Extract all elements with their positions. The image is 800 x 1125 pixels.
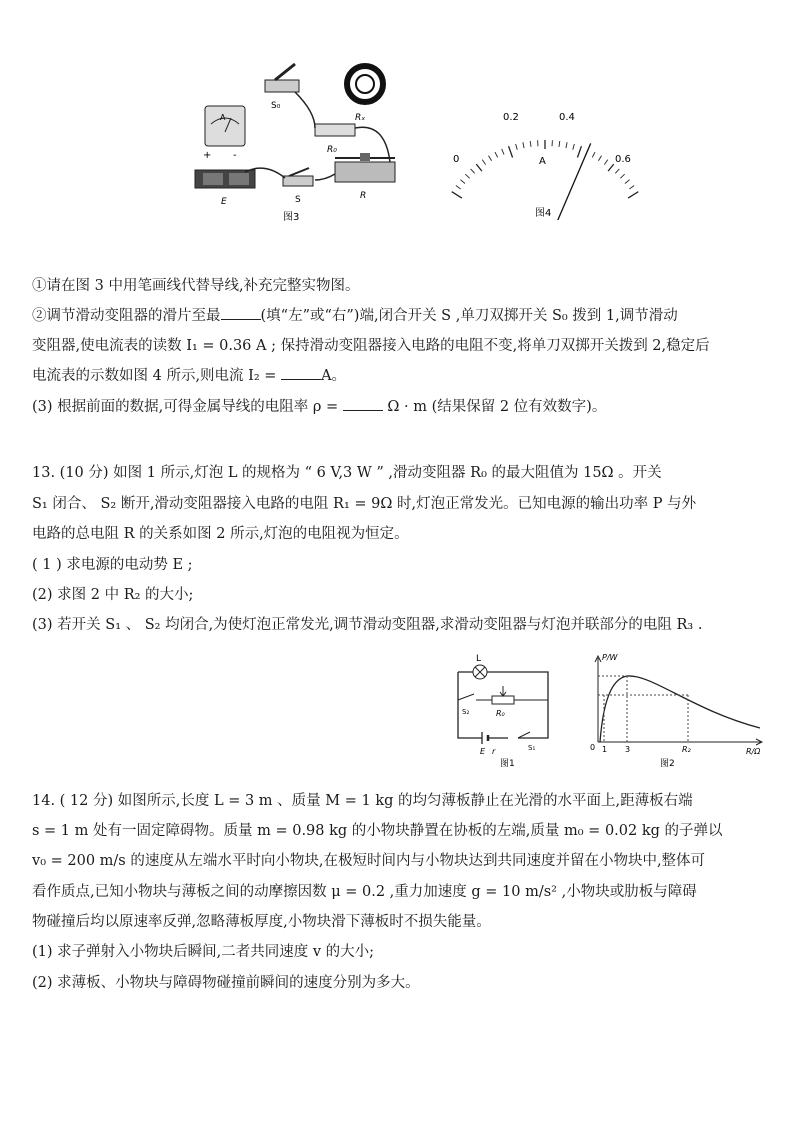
scale-tick xyxy=(604,160,607,165)
scale-tick xyxy=(573,144,575,150)
x-tick-1: 1 xyxy=(602,745,608,754)
answer-blank-1[interactable] xyxy=(221,307,261,320)
scale-tick xyxy=(628,192,638,198)
figure-1-caption: 图1 xyxy=(500,759,515,769)
q14-line-2: s = 1 m 处有一固定障碍物。质量 m = 0.98 kg 的小物块静置在协板的左端,质量 m₀ = 0.02 kg 的子弹以 xyxy=(32,823,723,839)
scale-tick xyxy=(577,146,581,157)
rx-label: Rₓ xyxy=(355,113,366,123)
scale-tick xyxy=(465,174,469,178)
answer-blank-3[interactable] xyxy=(343,398,383,411)
q13-line-3: 电路的总电阻 R 的关系如图 2 所示,灯泡的电阻视为恒定。 xyxy=(32,526,409,542)
x-tick-3: 3 xyxy=(625,745,631,754)
scale-tick xyxy=(452,192,462,198)
s2-label: S₂ xyxy=(462,708,470,716)
q12-line-4 xyxy=(32,366,770,386)
q13-line-4: ( 1 ) 求电源的电动势 E ; xyxy=(32,557,193,573)
rheostat-icon xyxy=(335,153,395,182)
ammeter-label: A xyxy=(220,113,226,122)
figure-3-caption: 图3 xyxy=(283,212,300,223)
q14-line-7: (2) 求薄板、小物块与障碍物碰撞前瞬间的速度分别为多大。 xyxy=(32,975,420,991)
q13-line-2: S₁ 闭合、 S₂ 断开,滑动变阻器接入电路的电阻 R₁ = 9Ω 时,灯泡正常发光。已知电源的输出功率 P 与外 xyxy=(32,496,697,512)
q12-line-5 xyxy=(32,397,770,417)
scale-tick xyxy=(625,180,630,184)
ammeter-minus: - xyxy=(233,150,237,161)
coil-rx-icon xyxy=(347,66,383,102)
q12-line-2-b: (填“左”或“右”)端,闭合开关 S ,单刀双掷开关 S₀ 拨到 1,调节滑动 xyxy=(260,308,678,324)
s-label: S xyxy=(295,195,301,205)
scale-tick xyxy=(523,142,524,148)
q12-line-3: 变阻器,使电流表的读数 I₁ = 0.36 A ; 保持滑动变阻器接入电路的电阻不变,将单刀双掷开关拨到 2,稳定后 xyxy=(32,338,710,354)
scale-tick xyxy=(608,164,614,171)
figure-2-caption: 图2 xyxy=(660,759,675,769)
r0-label: R₀ xyxy=(327,145,337,155)
scale-tick xyxy=(476,164,482,171)
scale-tick xyxy=(482,160,485,165)
scale-tick xyxy=(456,186,461,190)
unit-label: A xyxy=(539,156,546,167)
lamp-label: L xyxy=(476,654,482,664)
scale-ticks xyxy=(452,140,639,198)
ammeter-icon xyxy=(205,106,245,146)
scale-tick xyxy=(488,156,491,161)
figure-4-caption: 图4 xyxy=(535,208,552,219)
switch-s1-icon xyxy=(518,732,530,738)
r0-circuit-label: R₀ xyxy=(496,709,505,718)
y-axis-label: P/W xyxy=(602,653,618,662)
r-label: R xyxy=(360,191,367,201)
q13-line-5: (2) 求图 2 中 R₂ 的大小; xyxy=(32,587,194,603)
ammeter-needle xyxy=(557,143,591,220)
s0-label: S₀ xyxy=(271,101,281,111)
q12-line-4-a: 电流表的示数如图 4 所示,则电流 I₂ = xyxy=(32,368,277,384)
q12-line-5-b: Ω · m (结果保留 2 位有效数字)。 xyxy=(387,399,607,415)
scale-tick xyxy=(495,152,498,157)
switch-s2-icon xyxy=(458,694,474,700)
q13-line-1: 13. (10 分) 如图 1 所示,灯泡 L 的规格为 “ 6 V,3 W ” ,滑动变阻器 R₀ 的最大阻值为 15Ω 。开关 xyxy=(32,465,662,481)
scale-tick xyxy=(559,141,560,147)
ammeter-plus: + xyxy=(203,150,212,161)
scale-tick xyxy=(620,174,624,178)
scale-tick xyxy=(598,156,601,161)
figure-4-ammeter-scale xyxy=(445,100,645,220)
tick-label-0: 0 xyxy=(453,154,460,165)
switch-s-icon xyxy=(283,168,313,186)
q14-line-1: 14. ( 12 分) 如图所示,长度 L = 3 m 、质量 M = 1 kg 的均匀薄板静止在光滑的水平面上,距薄板右端 xyxy=(32,793,693,809)
q12-line-4-b: A。 xyxy=(321,368,347,384)
origin-label: 0 xyxy=(590,743,596,752)
e-circuit-label: E xyxy=(480,747,486,756)
q14-line-4: 看作质点,已知小物块与薄板之间的动摩擦因数 μ = 0.2 ,重力加速度 g = 10 m/s² ,小物块或肋板与障碍 xyxy=(32,884,697,900)
scale-tick xyxy=(516,144,518,150)
e-label: E xyxy=(221,197,227,207)
scale-tick xyxy=(566,142,567,148)
q12-line-1: ①请在图 3 中用笔画线代替导线,补充完整实物图。 xyxy=(32,278,360,294)
x-axis-label: R/Ω xyxy=(746,747,761,756)
power-curve xyxy=(600,676,760,742)
figure-2-power-graph xyxy=(582,650,772,772)
scale-tick xyxy=(615,169,619,173)
q12-line-5-a: (3) 根据前面的数据,可得金属导线的电阻率 ρ = xyxy=(32,399,339,415)
r-circuit-label: r xyxy=(492,747,496,756)
scale-tick xyxy=(509,146,513,157)
q14-line-6: (1) 求子弹射入小物块后瞬间,二者共同速度 v 的大小; xyxy=(32,944,375,960)
switch-s0-icon xyxy=(265,64,299,92)
answer-blank-2[interactable] xyxy=(281,367,321,380)
tick-label-0.4: 0.4 xyxy=(559,112,575,123)
q14-line-3: v₀ = 200 m/s 的速度从左端水平时向小物块,在极短时间内与小物块达到共同速度并留在小物块中,整体可 xyxy=(32,853,706,869)
scale-tick xyxy=(460,180,465,184)
figure-3-apparatus xyxy=(185,62,425,232)
tick-label-0.6: 0.6 xyxy=(615,154,631,165)
rheostat-r0-icon xyxy=(492,696,514,704)
resistor-r0-icon xyxy=(315,124,355,136)
scale-tick xyxy=(592,152,595,157)
x-tick-r2: R₂ xyxy=(682,745,691,754)
s1-label: S₁ xyxy=(528,744,536,752)
scale-tick xyxy=(502,149,504,155)
q14-line-5: 物碰撞后均以原速率反弹,忽略薄板厚度,小物块滑下薄板时不损失能量。 xyxy=(32,914,491,930)
battery-icon xyxy=(195,170,255,188)
q12-line-2-a: ②调节滑动变阻器的滑片至最 xyxy=(32,308,221,324)
figure-1-circuit xyxy=(448,652,568,770)
q12-line-2 xyxy=(32,306,770,326)
tick-label-0.2: 0.2 xyxy=(503,112,519,123)
scale-tick xyxy=(530,141,531,147)
scale-tick xyxy=(629,186,634,190)
q13-line-6: (3) 若开关 S₁ 、 S₂ 均闭合,为使灯泡正常发光,调节滑动变阻器,求滑动变阻器与灯泡并联部分的电阻 R₃ . xyxy=(32,617,703,633)
scale-tick xyxy=(471,169,475,173)
